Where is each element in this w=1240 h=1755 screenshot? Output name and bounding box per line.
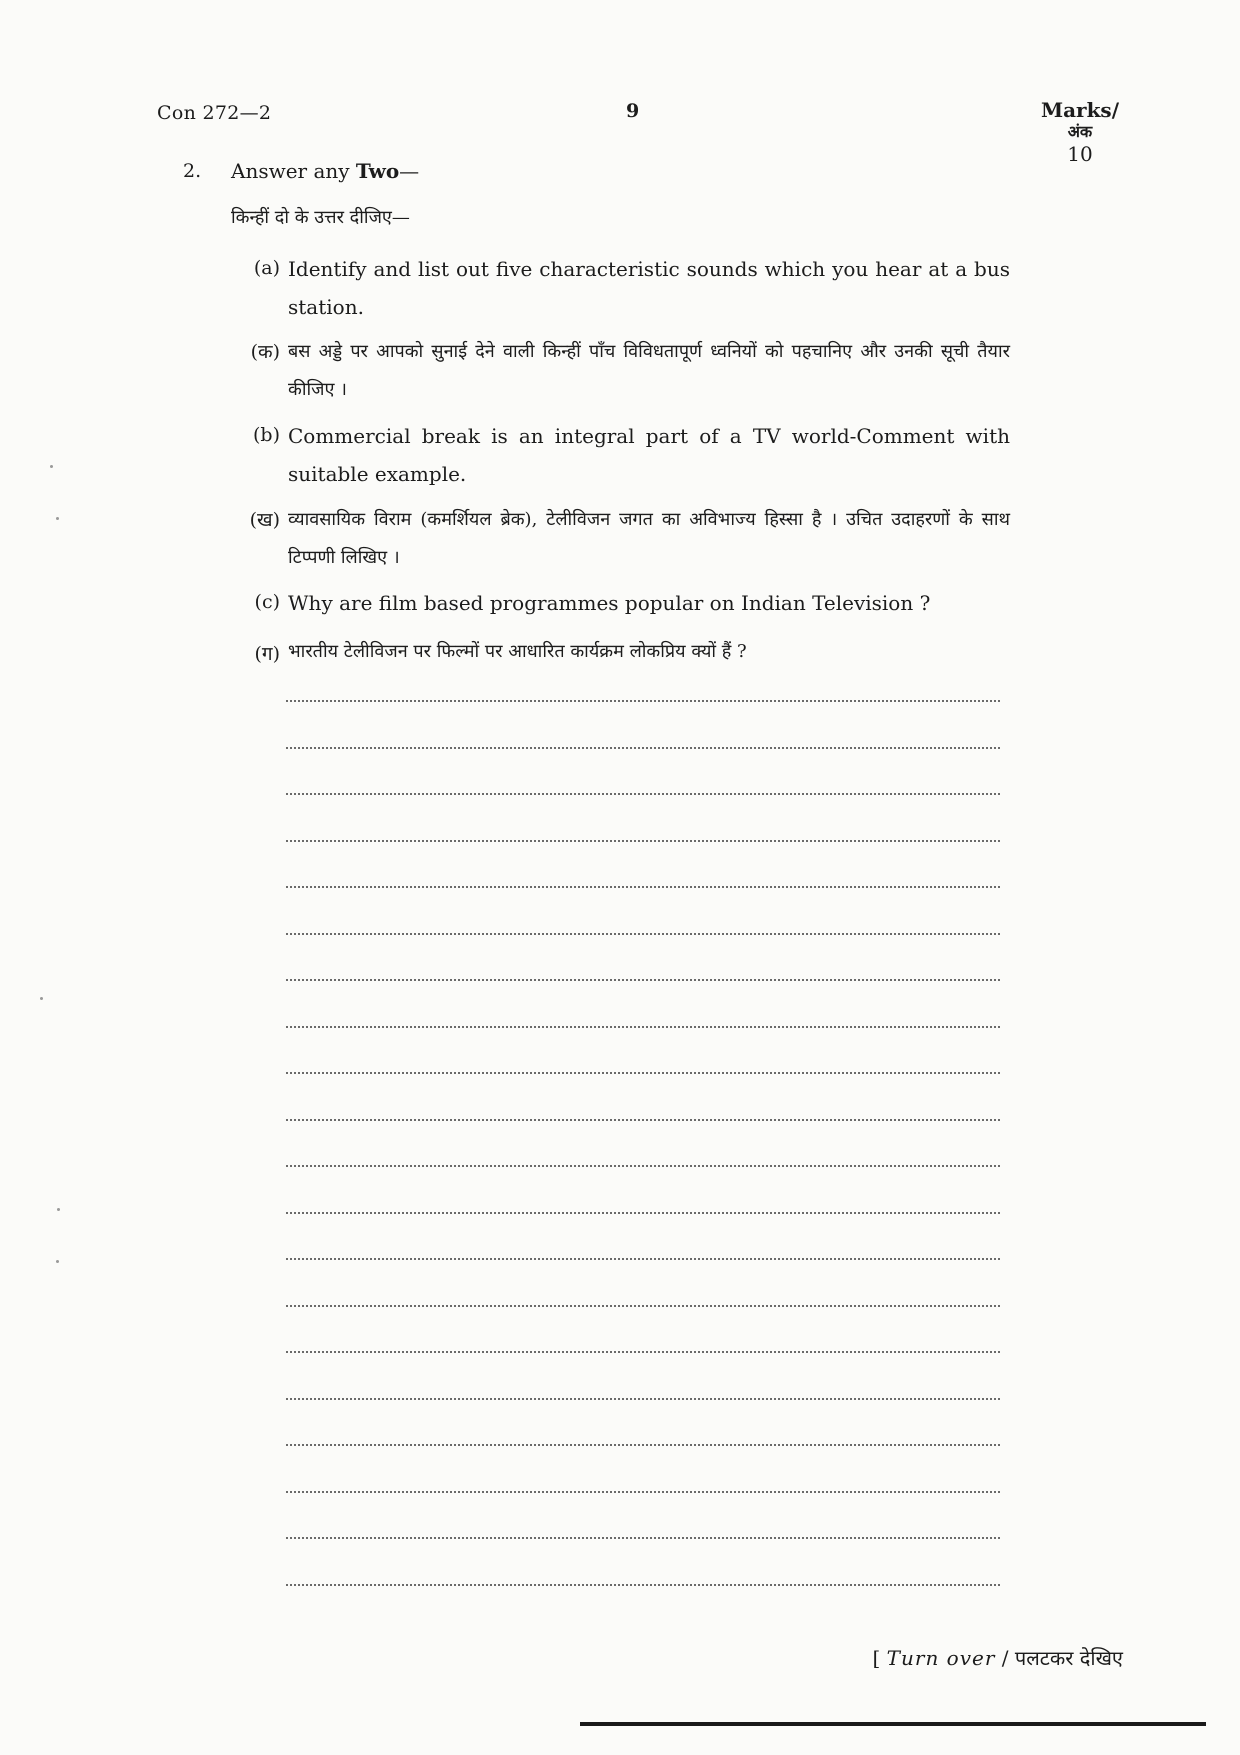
scan-speck bbox=[56, 1260, 59, 1263]
option-kha-label: (ख) bbox=[249, 509, 280, 531]
answer-line bbox=[286, 1584, 1000, 1586]
answer-line bbox=[286, 886, 1000, 888]
answer-line bbox=[286, 1026, 1000, 1028]
option-ga-text: भारतीय टेलीविजन पर फिल्मों पर आधारित कार्यक्रम लोकप्रिय क्यों हैं ? bbox=[288, 641, 747, 662]
answer-line bbox=[286, 1119, 1000, 1121]
question-text-prefix: Answer any bbox=[231, 159, 356, 183]
answer-line bbox=[286, 1305, 1000, 1307]
answer-line bbox=[286, 1491, 1000, 1493]
option-c-label: (c) bbox=[254, 591, 280, 613]
marks-column bbox=[1041, 98, 1119, 166]
answer-line bbox=[286, 933, 1000, 935]
answer-line bbox=[286, 1351, 1000, 1353]
answer-line bbox=[286, 1072, 1000, 1074]
marks-value: 10 bbox=[1067, 141, 1093, 166]
scan-speck bbox=[56, 517, 59, 520]
question-text-hindi: किन्हीं दो के उत्तर दीजिए— bbox=[231, 207, 410, 228]
scan-speck bbox=[40, 997, 43, 1000]
scan-speck bbox=[50, 465, 53, 468]
answer-line bbox=[286, 979, 1000, 981]
question-text bbox=[231, 159, 419, 183]
answer-line bbox=[286, 840, 1000, 842]
turn-over-hi: पलटकर देखिए bbox=[1014, 1646, 1123, 1670]
option-c-text: Why are film based programmes popular on Indian Television ? bbox=[288, 591, 931, 615]
turn-over-note bbox=[872, 1644, 1123, 1671]
marks-label-en: Marks/ bbox=[1040, 98, 1119, 122]
option-ka-label: (क) bbox=[250, 341, 280, 363]
option-b-text: Commercial break is an integral part of a TV world-Comment with suitable example. bbox=[288, 424, 1010, 486]
answer-line bbox=[286, 1258, 1000, 1260]
option-a-label: (a) bbox=[253, 257, 280, 279]
bottom-rule bbox=[580, 1722, 1206, 1726]
turn-over-en: Turn over bbox=[886, 1646, 996, 1670]
turn-over-separator: / bbox=[995, 1646, 1015, 1670]
option-kha-text: व्यावसायिक विराम (कमर्शियल ब्रेक), टेलीविजन जगत का अविभाज्य हिस्सा है । उचित उदाहरणों के साथ टिप्पणी लिखिए । bbox=[288, 509, 1010, 568]
answer-line bbox=[286, 793, 1000, 795]
answer-line bbox=[286, 1398, 1000, 1400]
option-ka-text: बस अड्डे पर आपको सुनाई देने वाली किन्हीं पाँच विविधतापूर्ण ध्वनियों को पहचानिए और उनकी सूची तैयार कीजिए । bbox=[288, 341, 1010, 400]
answer-line bbox=[286, 1537, 1000, 1539]
answer-line bbox=[286, 1444, 1000, 1446]
turn-over-bracket: [ bbox=[872, 1646, 887, 1670]
option-b-label: (b) bbox=[253, 424, 280, 446]
answer-line bbox=[286, 747, 1000, 749]
question-text-bold: Two bbox=[355, 159, 400, 183]
option-a-text: Identify and list out five characteristic sounds which you hear at a bus station. bbox=[288, 257, 1010, 319]
answer-line bbox=[286, 700, 1000, 702]
question-number: 2. bbox=[183, 160, 202, 182]
scan-speck bbox=[57, 1208, 60, 1211]
answer-line bbox=[286, 1212, 1000, 1214]
question-text-suffix: — bbox=[399, 159, 420, 183]
option-ga-label: (ग) bbox=[254, 643, 280, 665]
marks-label-hi: अंक bbox=[1067, 122, 1093, 142]
answer-line bbox=[286, 1165, 1000, 1167]
page-number: 9 bbox=[626, 100, 640, 122]
paper-code: Con 272—2 bbox=[157, 102, 272, 124]
